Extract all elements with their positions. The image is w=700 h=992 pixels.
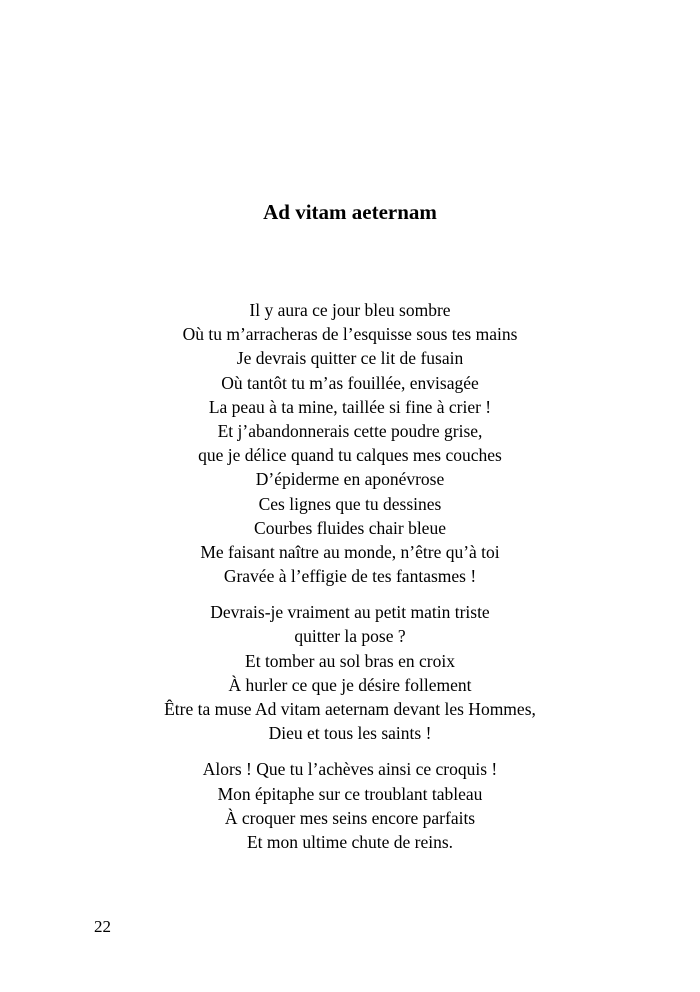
poem-line: Il y aura ce jour bleu sombre [249,300,451,320]
poem-line: Dieu et tous les saints ! [268,723,432,744]
poem-line: Être ta muse Ad vitam aeternam devant les Hommes, [164,699,536,719]
poem-line: Et tomber au sol bras en croix [245,650,455,671]
poem-line: quitter la pose ? [294,626,406,647]
poem-line: Où tantôt tu m’as fouillée, envisagée [221,372,479,393]
poem-line: À hurler ce que je désire follement [228,674,472,695]
poem-line: Gravée à l’effigie de tes fantasmes ! [223,566,477,587]
poem-line: D’épiderme en aponévrose [255,469,445,490]
page-number: 22 [94,917,111,936]
poem-line: À croquer mes seins encore parfaits [224,807,476,828]
poem-line: Et j’abandonnerais cette poudre grise, [217,420,483,441]
poem-line: Où tu m’arracheras de l’esquisse sous tes mains [182,324,518,345]
poem-line: La peau à ta mine, taillée si fine à crier ! [208,396,492,417]
poem-line: Ces lignes que tu dessines [258,493,442,514]
poem-line: Me faisant naître au monde, n’être qu’à toi [200,541,500,562]
stanza-2 [0,600,700,745]
poem-line: Courbes fluides chair bleue [254,517,446,538]
stanza-1 [0,298,700,588]
poem-line: Devrais-je vraiment au petit matin triste [210,602,490,623]
poem-line: Mon épitaphe sur ce troublant tableau [217,783,483,804]
poem-line: Je devrais quitter ce lit de fusain [236,348,464,369]
poem-body [0,298,700,866]
poem-title: Ad vitam aeternam [263,200,437,224]
stanza-3 [0,757,700,854]
poem-line: Et mon ultime chute de reins. [246,831,454,852]
poem-line: que je délice quand tu calques mes couches [198,445,502,466]
poem-line: Alors ! Que tu l’achèves ainsi ce croquis ! [202,759,498,780]
